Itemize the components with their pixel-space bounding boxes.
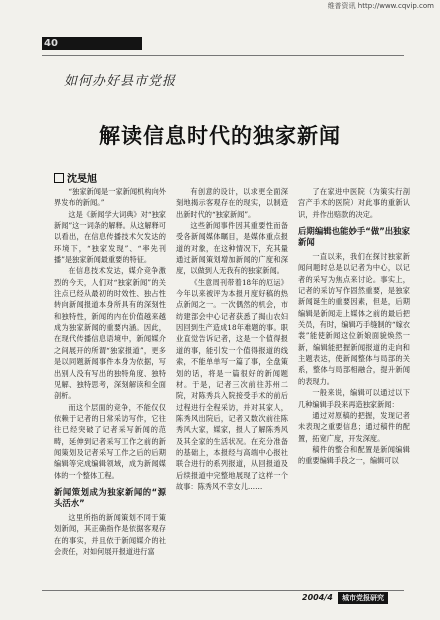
paragraph: 而这个层面的竞争，不能仅仅依赖于记者的日常采访写作，它往往已经突破了记者采写新闻的范畴，延伸到记者采写工作之前的新闻策划及记者采写工作之后的后期编辑等完成编辑领域，成为新闻媒体的一个整体工程。: [54, 402, 166, 480]
site-watermark: 维普资讯 http://www.cqvip.com: [327, 2, 434, 10]
issue-number: 2004/4: [302, 593, 333, 602]
paragraph: 这里所指的新闻策划不同于策划新闻，其正确指作是依据客观存在的事实，并且依于新闻媒介的社会责任，对如何展开报道进行富: [54, 512, 166, 556]
footer-rule: [42, 590, 404, 591]
paragraph: 一般来说，编辑可以通过以下几种编辑手段来再造独家新闻：: [298, 388, 410, 409]
paragraph: 在信息技术发达，媒介竞争激烈的今天，人们对“独家新闻”的关注点已经从最初的时效性、独占性转向新闻报道本身所具有的深刻性和独特性，新闻的内在价值越来越成为独家新闻的重要内涵。因此，在现代传播信息语境中，新闻媒介之间展开的所谓“独家报道”，更多是以同题新闻事件本身为依据，写出别人没有写出的独特角度、独特见解、独特思考，深刻解读和全面剖析。: [54, 266, 166, 401]
byline: [54, 170, 97, 185]
paragraph: 有创意的设计，以求更全面深刻地揭示客观存在的现实，以制造出新时代的“独家新闻”。: [176, 187, 288, 219]
paragraph: “独家新闻是一家新闻机构向外界发布的新闻。”: [54, 187, 166, 208]
magazine-name: 城市党报研究: [338, 592, 388, 604]
paragraph: 这是《新闻学大词典》对“独家新闻”这一词条的解释。从这解释可以看出，在信息传播技术欠发达的环境下，“独家发现”、“率先刊播”是独家新闻最重要的特征。: [54, 209, 166, 265]
subheading: 后期编辑也能妙手“做”出独家新闻: [298, 226, 410, 248]
square-icon: [54, 173, 64, 183]
page-number: 40: [44, 38, 58, 49]
column-2: [176, 186, 288, 574]
paragraph: 了在家进中医院（为策实行剖宫产手术的医院）对此事的重新认识，并作出赔款的决定。: [298, 187, 410, 219]
paragraph: 这些新闻事件因其重要性而备受各新闻媒体瞩目，是媒体重点报道的对象，在这种情况下，充其量通过新闻策划增加新闻的广度和深度，以做到人无我有的独家新闻。: [176, 221, 288, 276]
paragraph: 一直以来，我们在探讨独家新闻问题时总是以记者为中心，以记者的采写为焦点来讨论。事实上，记者的采访写作固然重要，是独家新闻诞生的重要因素，但是，后期编辑是新闻走上媒体之前的最后把关员，有时，编辑巧手缝制的“嫁衣裳”能使新闻这位新娘面貌焕然一新，编辑能把握新闻报道的走向和主题表达，使新闻整体与局部的关系，整体与局部相融合，提升新闻的表现力。: [298, 252, 410, 386]
column-1: [54, 186, 166, 574]
subheading: 新闻策划成为独家新闻的“源头活水”: [54, 486, 166, 508]
paragraph: 稿件的整合和配置是新闻编辑的重要编辑手段之一，编辑可以: [298, 444, 410, 466]
header-rule: [42, 55, 404, 56]
column-3: [298, 186, 410, 574]
author-name: 沈旻旭: [67, 174, 97, 185]
article-body: [54, 186, 410, 574]
paragraph: 通过对原稿的把握，发现记者未表现之重要信息；通过稿件的配置，拓宽广度，开发深度。: [298, 410, 410, 443]
paragraph: 《生意周刊带着18年的厄运》今年以来被评为本报月度好稿的热点新闻之一。一次偶然的机会，市纺建部会中心记者获悉了揭山农妇因回到生产造成18年难题的事。职业直觉告诉记者，这是一个值得报道的事，能引发一个值得报道的线索，不能单单写一篇了事，全盘策划的话，将是一篇很好的新闻题材。于是，记者三次前往苏州二院，对陈秀兵入院接受手术的前后过程进行全程采访，并对其家人，陈秀风出院后，记者又数次前往陈秀风大家，媒家，报人了解陈秀风及其全家的生活状况。在充分准备的基础上，本报经与高端中心报社联合进行的系列报道，从回报道及后续报道中完整地展现了这样一个故事：陈秀风不幸女儿……: [176, 277, 288, 491]
section-title: 如何办好县市党报: [64, 74, 177, 89]
article-title: 解读信息时代的独家新闻: [99, 124, 341, 148]
